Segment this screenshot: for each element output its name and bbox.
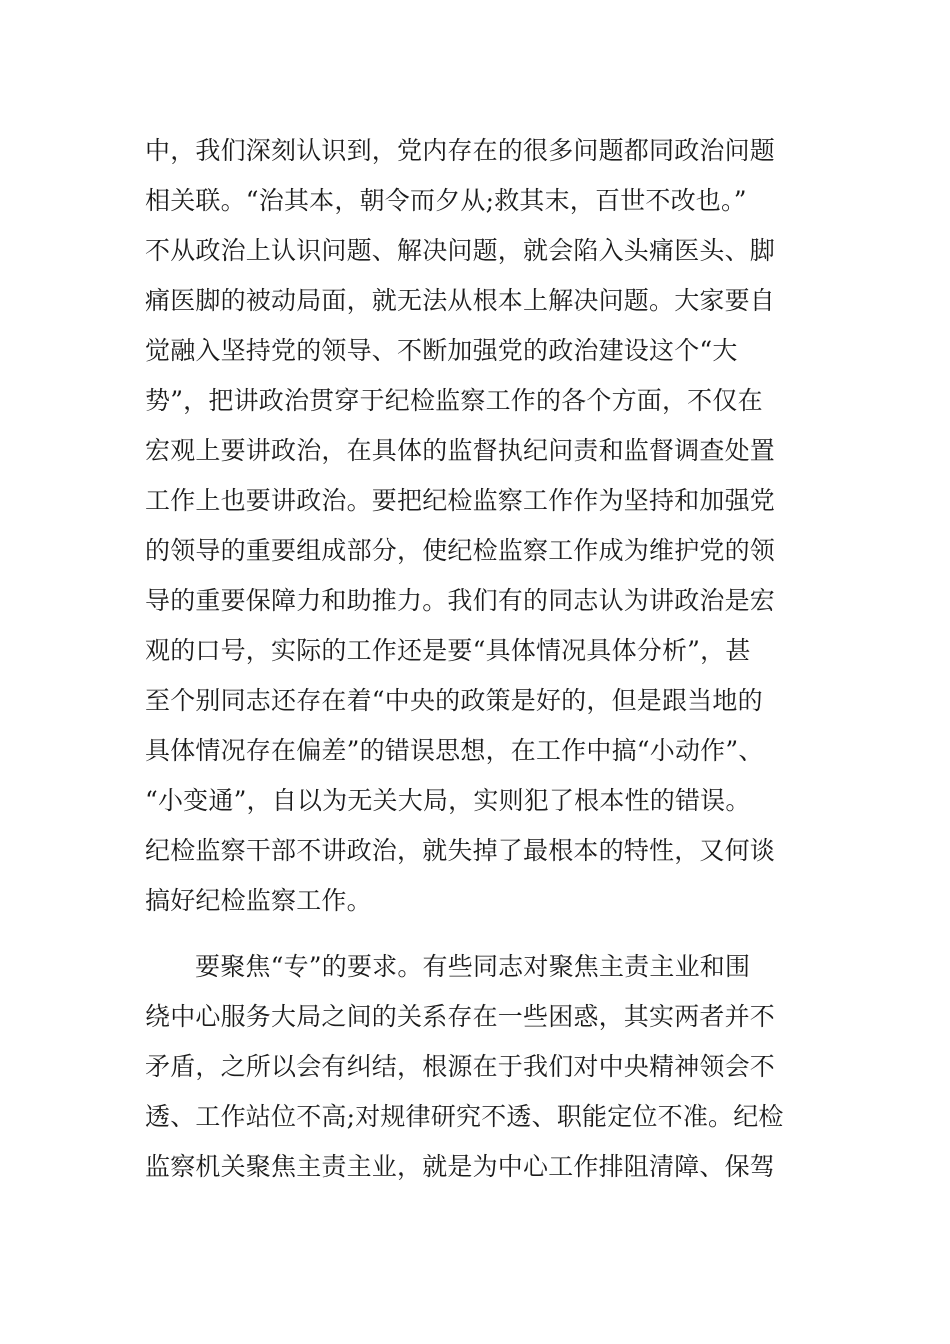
- text-line: 中，我们深刻认识到，党内存在的很多问题都同政治问题: [145, 136, 776, 165]
- text-line: 不从政治上认识问题、解决问题，就会陷入头痛医头、脚: [145, 236, 776, 265]
- text-line: 势”，把讲政治贯穿于纪检监察工作的各个方面，不仅在: [145, 386, 763, 415]
- text-line: 绕中心服务大局之间的关系存在一些困惑，其实两者并不: [145, 1002, 776, 1031]
- text-line: 至个别同志还存在着“中央的政策是好的，但是跟当地的: [145, 686, 763, 715]
- text-line: 导的重要保障力和助推力。我们有的同志认为讲政治是宏: [145, 586, 776, 615]
- text-line: 纪检监察干部不讲政治，就失掉了最根本的特性，又何谈: [145, 836, 776, 865]
- text-line: 工作上也要讲政治。要把纪检监察工作作为坚持和加强党: [145, 486, 776, 515]
- text-line: 透、工作站位不高;对规律研究不透、职能定位不准。纪检: [145, 1102, 784, 1131]
- text-line: 痛医脚的被动局面，就无法从根本上解决问题。大家要自: [145, 286, 776, 315]
- text-line: 相关联。“治其本，朝令而夕从;救其末，百世不改也。”: [145, 186, 747, 215]
- text-line: 的领导的重要组成部分，使纪检监察工作成为维护党的领: [145, 536, 776, 565]
- text-line: 要聚焦“专”的要求。有些同志对聚焦主责主业和围: [195, 952, 751, 981]
- text-line: 具体情况存在偏差”的错误思想，在工作中搞“小动作”、: [145, 736, 764, 765]
- text-line: 矛盾，之所以会有纠结，根源在于我们对中央精神领会不: [145, 1052, 776, 1081]
- text-line: “小变通”，自以为无关大局，实则犯了根本性的错误。: [145, 786, 751, 815]
- text-line: 观的口号，实际的工作还是要“具体情况具体分析”，甚: [145, 636, 751, 665]
- text-line: 宏观上要讲政治，在具体的监督执纪问责和监督调查处置: [145, 436, 776, 465]
- text-line: 搞好纪检监察工作。: [145, 886, 372, 915]
- text-line: 监察机关聚焦主责主业，就是为中心工作排阻清障、保驾: [145, 1152, 776, 1181]
- text-line: 觉融入坚持党的领导、不断加强党的政治建设这个“大: [145, 336, 738, 365]
